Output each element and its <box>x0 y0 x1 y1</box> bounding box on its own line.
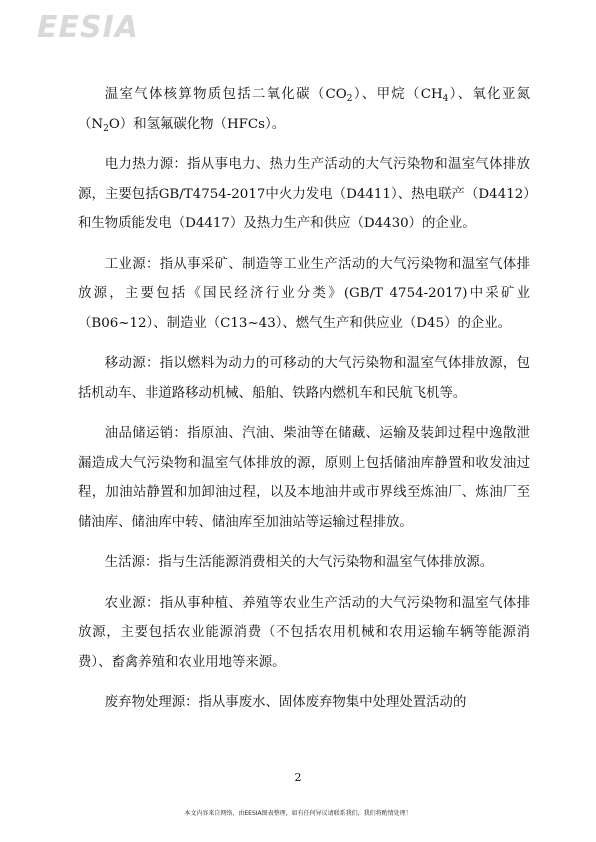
subscript-ch4: 4 <box>442 94 449 104</box>
page-number: 2 <box>294 771 302 784</box>
document-body <box>78 80 530 729</box>
subscript-n2o: 2 <box>103 123 109 134</box>
eesia-logo: EESIA <box>37 10 139 45</box>
p1-text-a: 温室气体核算物质包括二氧化碳（CO <box>104 87 347 102</box>
paragraph-mobile-source: 移动源：指以燃料为动力的可移动的大气污染物和温室气体排放源，包括机动车、非道路移动机械、船舶、铁路内燃机车和民航飞机等。 <box>78 356 530 401</box>
paragraph-industrial-source: 工业源：指从事采矿、制造等工业生产活动的大气污染物和温室气体排放源，主要包括《国民经济行业分类》(GB/T 4754-2017)中采矿业（B06~12）、制造业（C13~43）、燃气生产和供应业（D45）的企业。 <box>78 256 530 331</box>
paragraph-oil-storage-source: 油品储运销：指原油、汽油、柴油等在储藏、运输及装卸过程中逸散泄漏造成大气污染物和温室气体排放的源，原则上包括储油库静置和收发油过程，加油站静置和加卸油过程，以及本地油井或市界线至炼油厂、炼油厂至储油库、储油库中转、储油库至加油站等运输过程排放。 <box>78 426 530 530</box>
paragraph-ghg-substances <box>78 80 530 139</box>
p1-text-d: O）和氢氟碳化物（HFCs）。 <box>108 116 286 132</box>
footer-disclaimer: 本文内容来自网络，由EESIA图表整理，如有任何异议请联系我们，我们将酌情处理！ <box>184 810 412 817</box>
p1-text-b: ）、甲烷（CH <box>352 87 443 102</box>
p1-text-c: ）、氧化亚氮（N <box>78 87 530 132</box>
paragraph-agricultural-source: 农业源：指从事种植、养殖等农业生产活动的大气污染物和温室气体排放源，主要包括农业能源消费（不包括农用机械和农用运输车辆等能源消费）、畜禽养殖和农业用地等来源。 <box>78 595 530 670</box>
paragraph-waste-source: 废弃物处理源：指从事废水、固体废弃物集中处理处置活动的 <box>104 695 467 710</box>
paragraph-domestic-source: 生活源：指与生活能源消费相关的大气污染物和温室气体排放源。 <box>104 555 494 570</box>
paragraph-power-heat-source: 电力热力源：指从事电力、热力生产活动的大气污染物和温室气体排放源，主要包括GB/T4754-2017中火力发电（D4411）、热电联产（D4412）和生物质能发电（D4417）及热力生产和供应（D4430）的企业。 <box>78 157 530 231</box>
subscript-co2: 2 <box>346 94 353 104</box>
